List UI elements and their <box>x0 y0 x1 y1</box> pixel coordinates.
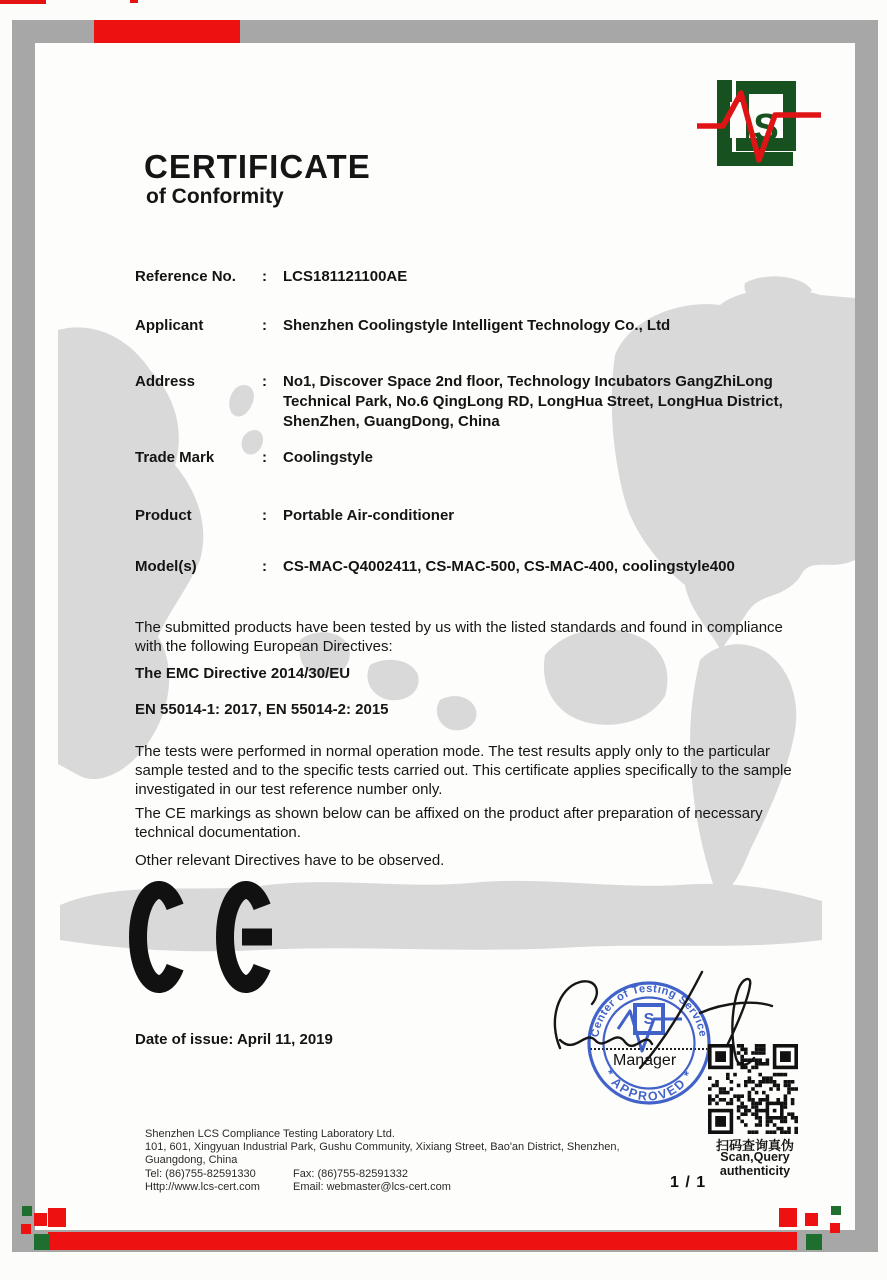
field-value: Coolingstyle <box>283 449 374 466</box>
field-value: Shenzhen Coolingstyle Intelligent Technology Co., Ltd <box>283 317 671 334</box>
lab-tel: Tel: (86)755-82591330 <box>145 1167 256 1180</box>
field-colon: : <box>262 317 267 334</box>
decor-square-red <box>34 1213 47 1226</box>
field-value: CS-MAC-Q4002411, CS-MAC-500, CS-MAC-400, coolingstyle400 <box>283 558 735 575</box>
page-number: 1 / 1 <box>670 1174 707 1191</box>
field-value: LCS181121100AE <box>283 268 408 285</box>
field-models <box>135 557 795 577</box>
lab-website: Http://www.lcs-cert.com <box>145 1180 260 1193</box>
field-product <box>135 506 795 526</box>
ce-marking-paragraph: The CE markings as shown below can be affixed on the product after preparation of necessary technical documentation. <box>135 805 763 841</box>
field-value: No1, Discover Space 2nd floor, Technology Incubators GangZhiLong Technical Park, No.6 QingLong RD, LongHua Street, LongHua District, ShenZhen, GuangDong, China <box>283 373 783 430</box>
lab-footer <box>145 1128 620 1194</box>
decor-square-red <box>779 1208 797 1227</box>
decor-square-green <box>806 1234 822 1250</box>
lcs-logo <box>697 78 825 170</box>
lab-fax: Fax: (86)755-82591332 <box>293 1167 408 1180</box>
field-label: Trade Mark <box>135 449 215 466</box>
decor-square-green <box>22 1206 32 1216</box>
qr-code <box>708 1044 798 1134</box>
field-applicant <box>135 316 795 336</box>
lab-email: Email: webmaster@lcs-cert.com <box>293 1180 451 1193</box>
field-colon: : <box>262 449 267 466</box>
field-label: Address <box>135 373 196 390</box>
field-label: Reference No. <box>135 268 236 285</box>
field-label: Product <box>135 507 192 524</box>
stamp-arc-top-text: Center of Testing Service <box>589 982 709 1039</box>
field-label: Model(s) <box>135 558 197 575</box>
decor-square-green <box>831 1206 841 1215</box>
emc-directive-line: The EMC Directive 2014/30/EU <box>135 665 351 682</box>
field-address <box>135 372 795 432</box>
decor-square-red <box>48 1208 66 1227</box>
test-conditions-paragraph: The tests were performed in normal operation mode. The test results apply only to the particular sample tested and to the specific tests carried out. This certificate applies specifically to the sample investigated in our test reference number only. <box>135 743 792 798</box>
decor-square-green <box>34 1234 50 1250</box>
other-directives-paragraph: Other relevant Directives have to be observed. <box>135 852 445 869</box>
stamp-center-letter: S <box>643 1011 655 1029</box>
field-reference-no <box>135 267 795 287</box>
standards-line: EN 55014-1: 2017, EN 55014-2: 2015 <box>135 701 389 718</box>
decor-square-red <box>805 1213 818 1226</box>
manager-label: Manager <box>613 1052 677 1069</box>
compliance-intro-paragraph: The submitted products have been tested by us with the listed standards and found in compliance with the following European Directives: <box>135 619 783 655</box>
lab-address-line2: Guangdong, China <box>145 1154 238 1167</box>
lcs-logo-letter: S <box>753 107 779 150</box>
field-colon: : <box>262 507 267 524</box>
certificate-title: CERTIFICATE <box>144 148 371 185</box>
field-colon: : <box>262 558 267 575</box>
stamp-arc-bottom-text: * APPROVED * <box>601 1067 697 1104</box>
field-label: Applicant <box>135 317 204 334</box>
field-value: Portable Air-conditioner <box>283 507 455 524</box>
ce-marking <box>129 881 273 993</box>
field-trade-mark <box>135 448 795 468</box>
decor-square-red <box>21 1224 31 1234</box>
qr-caption-chinese: 扫码查询真伪 <box>715 1138 794 1153</box>
lab-company-name: Shenzhen LCS Compliance Testing Laboratory Ltd. <box>145 1128 395 1140</box>
field-colon: : <box>262 268 267 285</box>
field-colon: : <box>262 373 267 390</box>
lab-address-line1: 101, 601, Xingyuan Industrial Park, Gushu Community, Xixiang Street, Bao'an District, Shenzhen, <box>145 1141 620 1154</box>
decor-square-red <box>830 1223 840 1233</box>
date-of-issue: Date of issue: April 11, 2019 <box>135 1031 333 1048</box>
border-red-bar-bottom <box>48 1232 797 1250</box>
certificate-subtitle: of Conformity <box>146 185 284 208</box>
qr-caption-english: Scan,Query authenticity <box>719 1150 791 1178</box>
